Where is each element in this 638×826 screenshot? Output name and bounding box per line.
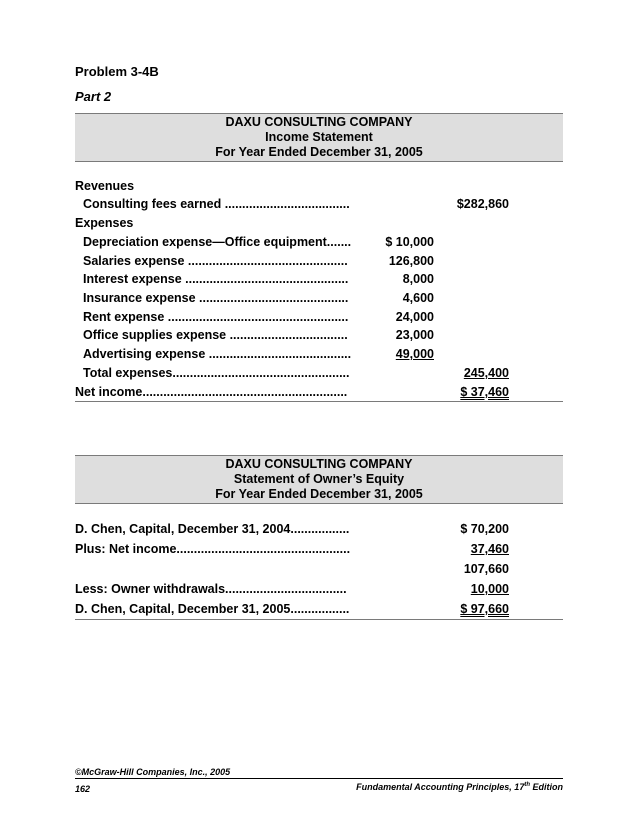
expenses-label: Expenses [75,216,134,230]
statement-title: Income Statement [265,130,373,144]
equity-row-amount: 37,460 [470,542,509,556]
equity-row-label: D. Chen, Capital, December 31, 2005................. [75,602,350,616]
book-title [356,782,563,792]
equity-row-amount: $ 97,660 [460,602,509,616]
edition-superscript: th [524,782,530,788]
expense-amount: 24,000 [395,310,434,324]
expense-label: Advertising expense ......................................... [83,347,352,361]
total-expenses-row [75,364,563,382]
section-rule [75,401,563,402]
expense-amount: 8,000 [402,272,434,286]
income-statement-header [75,113,563,162]
equity-row-amount: $ 70,200 [460,522,509,536]
equity-row-label: D. Chen, Capital, December 31, 2004................. [75,522,350,536]
total-expenses-amount: 245,400 [463,366,509,380]
total-expenses-label: Total expenses................................................... [83,366,350,380]
company-name: DAXU CONSULTING COMPANY [225,457,413,471]
net-income-amount: $ 37,460 [460,385,509,399]
expense-amount: 126,800 [388,254,434,268]
section-rule [75,619,563,620]
expense-row [75,345,563,363]
equity-row [75,540,563,558]
equity-row [75,580,563,598]
expense-label: Salaries expense .............................................. [83,254,348,268]
equity-row-amount: 10,000 [470,582,509,596]
revenues-label: Revenues [75,179,135,193]
expense-row [75,233,563,251]
page-number: 162 [75,784,91,794]
equity-row [75,600,563,618]
problem-title: Problem 3-4B [75,64,159,79]
equity-row-amount: 107,660 [463,562,509,576]
expense-amount: 49,000 [395,347,434,361]
equity-statement-header [75,455,563,504]
company-name: DAXU CONSULTING COMPANY [225,115,413,129]
expense-row [75,270,563,288]
expenses-heading-row [75,214,563,232]
footer-rule [75,778,563,779]
net-income-row [75,383,563,401]
edition-word: Edition [530,782,563,792]
copyright-text: ©McGraw-Hill Companies, Inc., 2005 [75,767,231,777]
expense-row [75,326,563,344]
equity-row-label: Plus: Net income.................................................. [75,542,351,556]
book-title-text: Fundamental Accounting Principles, 17 [356,782,525,792]
statement-period: For Year Ended December 31, 2005 [215,145,423,159]
statement-title: Statement of Owner’s Equity [233,472,405,486]
expense-label: Office supplies expense .................................. [83,328,348,342]
statement-period: For Year Ended December 31, 2005 [215,487,423,501]
expense-label: Insurance expense ........................................... [83,291,349,305]
revenues-heading-row [75,177,563,195]
expense-row [75,289,563,307]
equity-row [75,560,563,578]
revenue-item-amount: $282,860 [456,197,509,211]
expense-amount: 23,000 [395,328,434,342]
expense-label: Depreciation expense—Office equipment....... [83,235,352,249]
part-label: Part 2 [75,89,112,104]
revenue-item-label: Consulting fees earned .................................... [83,197,350,211]
equity-row [75,520,563,538]
expense-label: Interest expense ............................................... [83,272,349,286]
expense-amount: $ 10,000 [385,235,434,249]
equity-row-label: Less: Owner withdrawals................................... [75,582,347,596]
revenue-row [75,195,563,213]
expense-row [75,252,563,270]
expense-amount: 4,600 [402,291,434,305]
expense-label: Rent expense .................................................... [83,310,349,324]
expense-row [75,308,563,326]
net-income-label: Net income........................................................... [75,385,348,399]
